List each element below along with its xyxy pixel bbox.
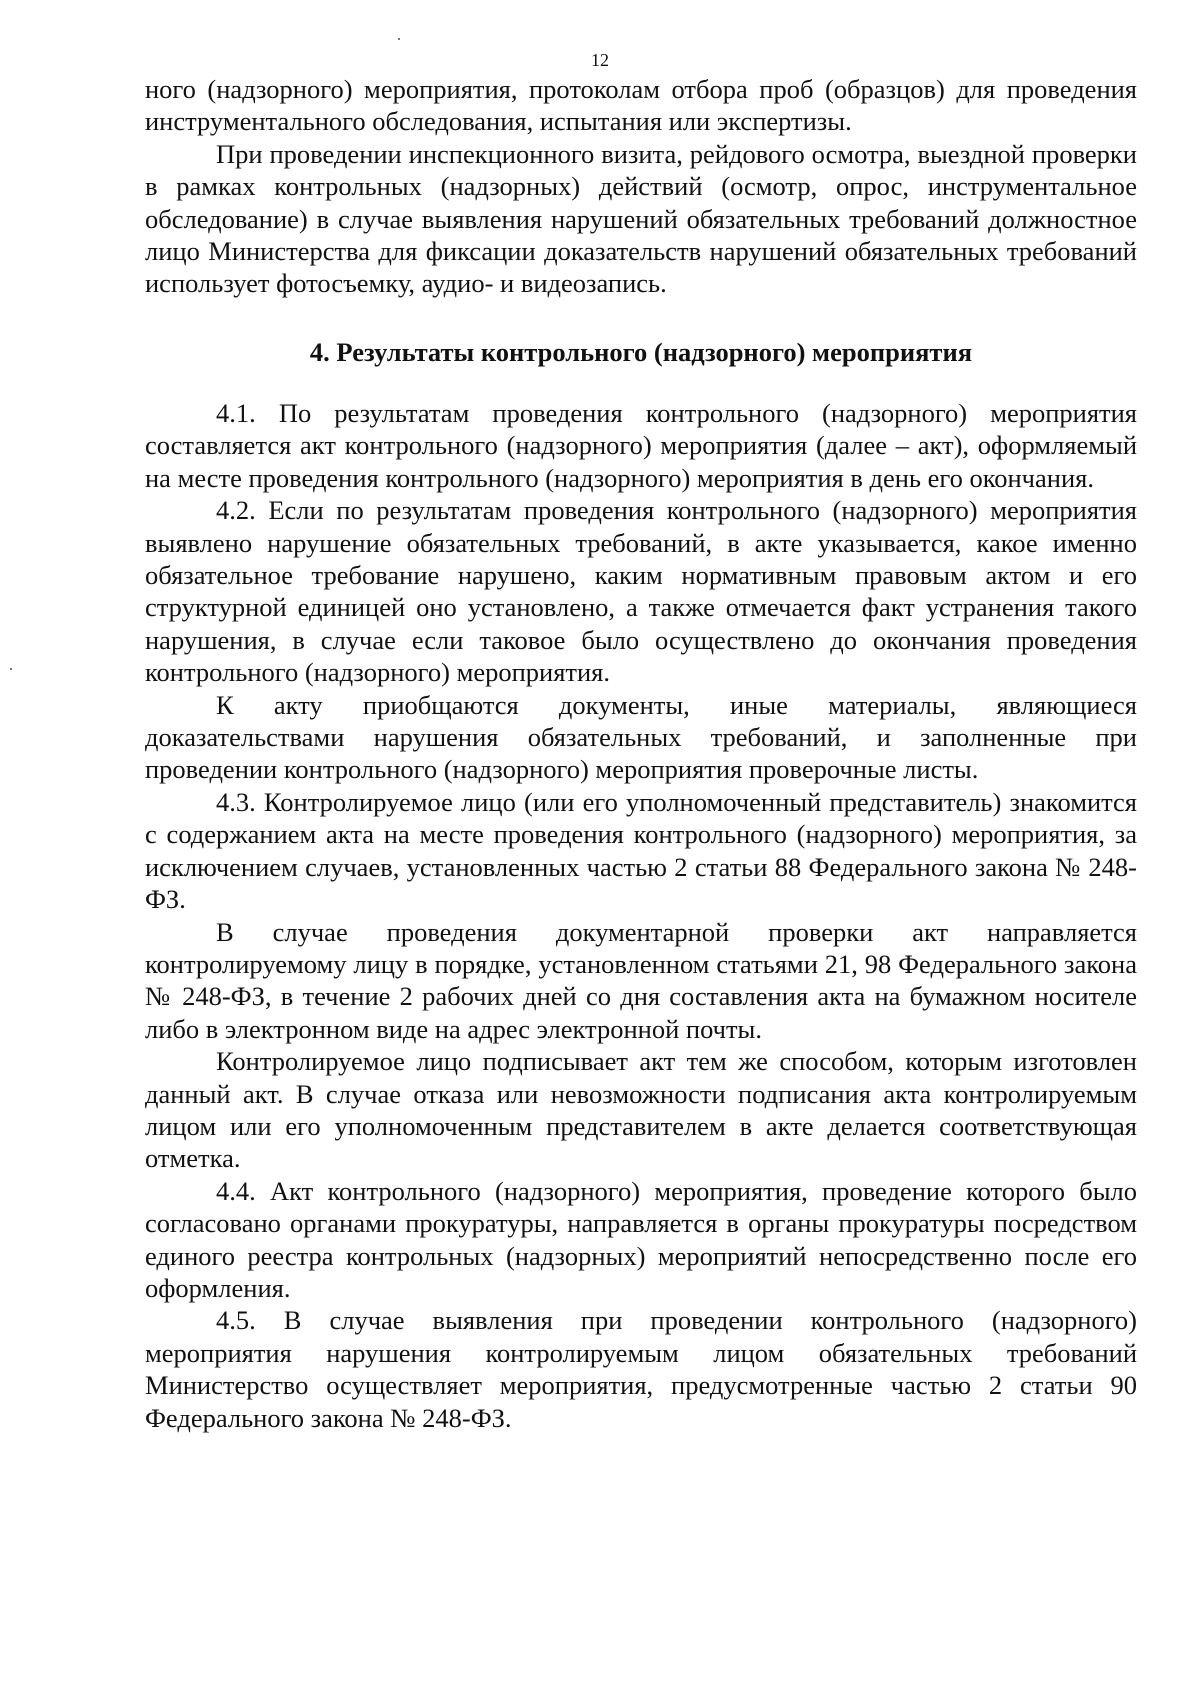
paragraph-continuation: ного (надзорного) мероприятия, протоколам отбора проб (образцов) для проведения инструментального обследования, испытания или экспертизы. — [145, 74, 1137, 137]
paragraph-inspection-evidence: При проведении инспекционного визита, рейдового осмотра, выездной проверки в рамках контрольных (надзорных) действий (осмотр, опрос, инструментальное обследование) в случае выявления нарушений обязательных требований должностное лицо Министерства для фиксации доказательств нарушений обязательных требований использует фотосъемку, аудио- и видеозапись. — [145, 138, 1137, 299]
page-number: 12 — [591, 50, 609, 70]
intro-text-block — [145, 73, 1137, 300]
paragraph-4-4: 4.4. Акт контрольного (надзорного) мероприятия, проведение которого было согласовано органами прокуратуры, направляется в органы прокуратуры посредством единого реестра контрольных (надзорных) мероприятий непосредственно после его оформления. — [145, 1175, 1137, 1303]
paragraph-4-1: 4.1. По результатам проведения контрольного (надзорного) мероприятия составляется акт контрольного (надзорного) мероприятия (далее – акт), оформляемый на месте проведения контрольного (надзорного) мероприятия в день его окончания. — [145, 398, 1137, 493]
section-body — [145, 397, 1137, 1434]
paragraph-4-3-documentary: В случае проведения документарной проверки акт направляется контролируемому лицу в порядке, установленном статьями 21, 98 Федерального закона № 248-ФЗ, в течение 2 рабочих дней со дня составления акта на бумажном носителе либо в электронном виде на адрес электронной почты. — [145, 916, 1137, 1044]
paragraph-4-2-attachments: К акту приобщаются документы, иные материалы, являющиеся доказательствами нарушения обязательных требований, и заполненные при проведении контрольного (надзорного) мероприятия проверочные листы. — [145, 689, 1137, 785]
scan-speck — [398, 38, 400, 40]
paragraph-4-2: 4.2. Если по результатам проведения контрольного (надзорного) мероприятия выявлено нарушение обязательных требований, в акте указывается, какое именно обязательное требование нарушено, каким нормативным правовым актом и его структурной единицей оно установлено, а также отмечается факт устранения такого нарушения, в случае если таковое было осуществлено до окончания проведения контрольного (надзорного) мероприятия. — [145, 495, 1137, 688]
section-heading: 4. Результаты контрольного (надзорного) мероприятия — [309, 337, 973, 367]
paragraph-4-5: 4.5. В случае выявления при проведении контрольного (надзорного) мероприятия нарушения контролируемым лицом обязательных требований Министерство осуществляет мероприятия, предусмотренные частью 2 статьи 90 Федерального закона № 248-ФЗ. — [145, 1305, 1137, 1433]
scan-speck — [10, 668, 12, 670]
paragraph-4-3-signing: Контролируемое лицо подписывает акт тем же способом, которым изготовлен данный акт. В случае отказа или невозможности подписания акта контролируемым лицом или его уполномоченным представителем в акте делается соответствующая отметка. — [145, 1046, 1137, 1174]
paragraph-4-3: 4.3. Контролируемое лицо (или его уполномоченный представитель) знакомится с содержанием акта на месте проведения контрольного (надзорного) мероприятия, за исключением случаев, установленных частью 2 статьи 88 Федерального закона № 248-ФЗ. — [145, 786, 1137, 915]
